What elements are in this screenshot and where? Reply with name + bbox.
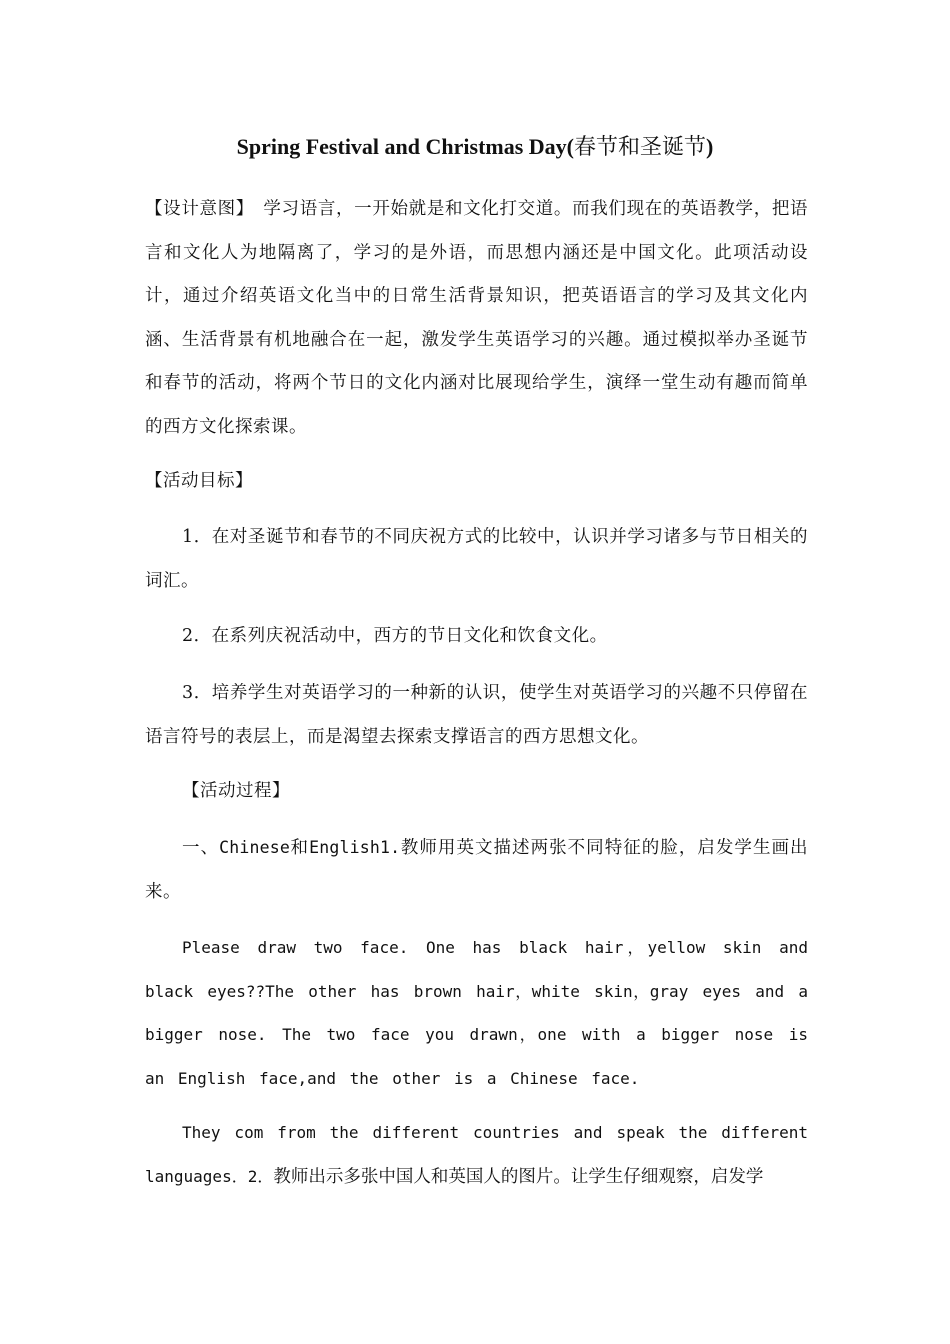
- step-1-english-b: English1.: [309, 838, 401, 857]
- title-chinese: 春节和圣诞节: [574, 135, 707, 160]
- design-intent-heading: 【设计意图】: [145, 199, 246, 219]
- step-1-text: 教师用英文描述两张不同特征的脸，启发学生画出来。: [145, 838, 809, 902]
- step-1-english-a: Chinese: [219, 838, 291, 857]
- goals-heading: 【活动目标】: [145, 471, 253, 491]
- english-paragraph-1: Please draw two face. One has black hair，yellow skin and black eyes??The other has brown hair，white skin，gray eyes and a bigger nose. The two face you drawn，one with a bigger nose is an English face,and the other is a Chinese face.: [145, 938, 808, 1088]
- design-intent-paragraph: [145, 188, 808, 449]
- english-paragraph-2-english: They com from the different countries and speak the different languages．2．: [145, 1123, 808, 1186]
- process-heading: 【活动过程】: [182, 781, 290, 801]
- title-english: Spring Festival and Christmas Day(: [236, 134, 574, 159]
- title-close-paren: ): [706, 134, 714, 159]
- design-intent-text: 学习语言，一开始就是和文化打交道。而我们现在的英语教学，把语言和文化人为地隔离了，学习的是外语，而思想内涵还是中国文化。此项活动设计，通过介绍英语文化当中的日常生活背景知识，把英语语言的学习及其文化内涵、生活背景有机地融合在一起，激发学生英语学习的兴趣。通过模拟举办圣诞节和春节的活动，将两个节日的文化内涵对比展现给学生，演绎一堂生动有趣而简单的西方文化探索课。: [145, 199, 809, 437]
- goal-item-3: 3．培养学生对英语学习的一种新的认识，使学生对英语学习的兴趣不只停留在语言符号的表层上，而是渴望去探索支撑语言的西方思想文化。: [145, 683, 808, 747]
- step-1-paragraph: [145, 826, 808, 914]
- document-title: [0, 132, 950, 163]
- step-1-and: 和: [290, 838, 310, 858]
- goal-item-1: 1．在对圣诞节和春节的不同庆祝方式的比较中，认识并学习诸多与节日相关的词汇。: [145, 527, 808, 591]
- english-paragraph-2-chinese: 教师出示多张中国人和英国人的图片。让学生仔细观察，启发学: [273, 1166, 764, 1187]
- step-1-prefix: 一、: [182, 838, 220, 858]
- english-paragraph-2: [145, 1111, 808, 1199]
- goal-item-2: 2．在系列庆祝活动中，西方的节日文化和饮食文化。: [182, 626, 608, 646]
